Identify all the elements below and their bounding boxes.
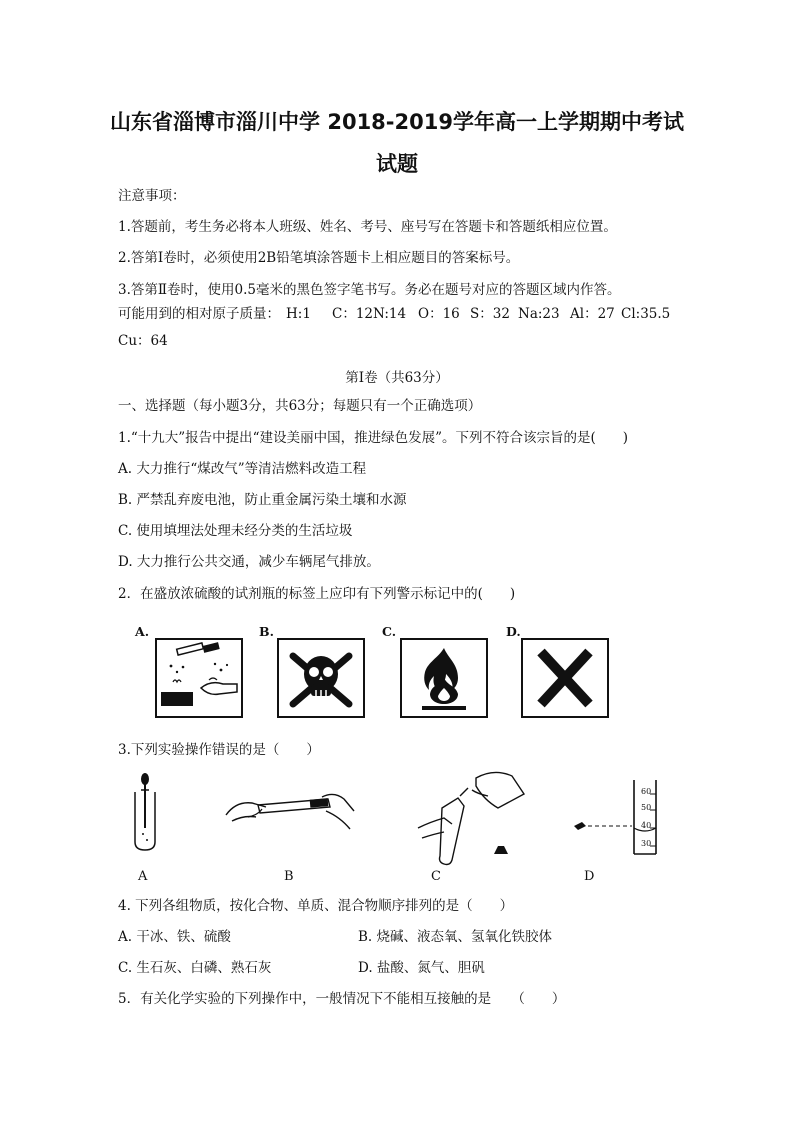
cylinder-tick-50: 50: [641, 803, 652, 812]
q4-option-a: A. 干冰、铁、硫酸: [118, 929, 231, 945]
corrosive-sign-icon: [155, 638, 243, 718]
notice-2: 2.答第Ⅰ卷时，必须使用2B铅笔填涂答题卡上相应题目的答案标号。: [118, 250, 520, 266]
doc-title-line2: 试题: [376, 152, 418, 176]
atomic-mass-c: C：12: [332, 306, 374, 322]
part-heading: 一、选择题（每小题3分，共63分；每题只有一个正确选项）: [118, 398, 482, 414]
q2-label-d: D.: [506, 624, 521, 639]
q1-option-d: D. 大力推行公共交通，减少车辆尾气排放。: [118, 554, 380, 570]
section-title: 第Ⅰ卷（共63分）: [345, 370, 449, 386]
atomic-mass-s: S：32: [470, 306, 510, 322]
atomic-mass-label: 可能用到的相对原子质量：: [118, 306, 280, 322]
q4-stem: 4. 下列各组物质，按化合物、单质、混合物顺序排列的是（ ）: [118, 898, 514, 914]
atomic-mass-cl: Cl:35.5: [621, 306, 671, 322]
q1-option-c: C. 使用填埋法处理未经分类的生活垃圾: [118, 523, 353, 539]
cylinder-tick-30: 30: [641, 839, 652, 848]
doc-title-line1: 山东省淄博市淄川中学 2018-2019学年高一上学期期中考试: [110, 110, 684, 134]
q1-stem: 1.“十九大”报告中提出“建设美丽中国，推进绿色发展”。下列不符合该宗旨的是( ): [118, 430, 629, 446]
q2-label-c: C.: [382, 624, 397, 639]
q3-label-c: C: [431, 869, 441, 884]
q1-option-a: A. 大力推行“煤改气”等清洁燃料改造工程: [118, 461, 367, 477]
q3-label-b: B: [284, 869, 294, 884]
flame-icon: [400, 638, 488, 718]
q4-option-b: B. 烧碱、液态氧、氢氧化铁胶体: [358, 929, 553, 945]
atomic-mass-o: O：16: [418, 306, 460, 322]
notice-1: 1.答题前，考生务必将本人班级、姓名、考号、座号写在答题卡和答题纸相应位置。: [118, 219, 617, 235]
atomic-mass-na: Na:23: [518, 306, 560, 322]
atomic-mass-n: N:14: [373, 306, 407, 322]
atomic-mass-cu: Cu：64: [118, 333, 168, 349]
q4-option-d: D. 盐酸、氮气、胆矾: [358, 960, 485, 976]
atomic-mass-line: [118, 305, 678, 323]
q1-option-b: B. 严禁乱弃废电池，防止重金属污染土壤和水源: [118, 492, 407, 508]
atomic-mass-al: Al：27: [570, 306, 615, 322]
q3-label-d: D: [584, 869, 595, 884]
pouring-liquid-icon: [412, 768, 532, 868]
q3-stem: 3.下列实验操作错误的是（ ）: [118, 742, 320, 758]
x-cross-icon: [521, 638, 609, 718]
q2-label-a: A.: [135, 624, 150, 639]
q5-stem: 5．有关化学实验的下列操作中，一般情况下不能相互接触的是 （ ）: [118, 991, 566, 1007]
q3-label-a: A: [138, 869, 148, 884]
notice-3: 3.答第Ⅱ卷时，使用0.5毫米的黑色签字笔书写。务必在题号对应的答题区域内作答。: [118, 282, 621, 298]
hands-holding-tube-icon: [218, 775, 360, 837]
cylinder-tick-40: 40: [641, 821, 652, 830]
dropper-in-tube-icon: [130, 772, 160, 852]
notice-heading: 注意事项：: [118, 188, 186, 204]
q2-label-b: B.: [259, 624, 274, 639]
atomic-mass-h: H:1: [286, 306, 311, 322]
cylinder-tick-60: 60: [641, 787, 652, 796]
q2-stem: 2．在盛放浓硫酸的试剂瓶的标签上应印有下列警示标记中的( ): [118, 586, 516, 602]
q4-option-c: C. 生石灰、白磷、熟石灰: [118, 960, 272, 976]
skull-crossbones-icon: [277, 638, 365, 718]
